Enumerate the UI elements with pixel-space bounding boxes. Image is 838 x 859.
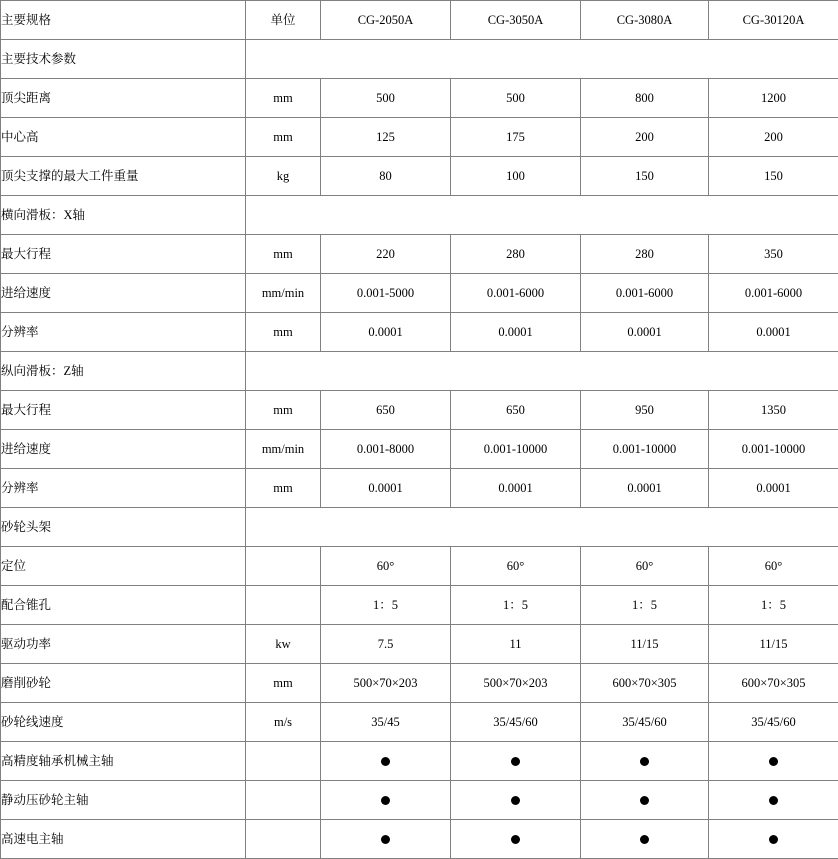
availability-dot — [451, 742, 581, 781]
row-value: 600×70×305 — [581, 664, 709, 703]
section-label: 主要技术参数 — [1, 40, 246, 79]
row-value: 0.0001 — [451, 469, 581, 508]
row-value: 220 — [321, 235, 451, 274]
row-unit — [246, 820, 321, 859]
availability-dot — [581, 742, 709, 781]
row-value: 0.0001 — [581, 469, 709, 508]
row-value: 0.0001 — [321, 469, 451, 508]
column-header: CG-2050A — [321, 1, 451, 40]
row-unit: mm — [246, 118, 321, 157]
row-value: 35/45 — [321, 703, 451, 742]
row-label: 进给速度 — [1, 430, 246, 469]
row-value: 11/15 — [709, 625, 838, 664]
availability-dot — [581, 781, 709, 820]
row-value: 0.001-10000 — [451, 430, 581, 469]
row-value: 35/45/60 — [709, 703, 838, 742]
row-value: 175 — [451, 118, 581, 157]
row-unit: mm/min — [246, 274, 321, 313]
row-value: 1：5 — [581, 586, 709, 625]
table-row — [1, 313, 838, 352]
table-row — [1, 820, 838, 859]
row-label: 最大行程 — [1, 391, 246, 430]
section-label: 横向滑板：X轴 — [1, 196, 246, 235]
column-header: 主要规格 — [1, 1, 246, 40]
section-spacer — [246, 40, 838, 79]
row-value: 60° — [451, 547, 581, 586]
row-label: 最大行程 — [1, 235, 246, 274]
bullet-icon — [769, 757, 778, 766]
table-row — [1, 742, 838, 781]
row-value: 0.0001 — [709, 313, 838, 352]
table-row — [1, 118, 838, 157]
column-header: CG-3050A — [451, 1, 581, 40]
row-value: 200 — [709, 118, 838, 157]
row-value: 1：5 — [321, 586, 451, 625]
row-unit: mm — [246, 664, 321, 703]
row-label: 分辨率 — [1, 313, 246, 352]
row-label: 顶尖距离 — [1, 79, 246, 118]
availability-dot — [709, 781, 838, 820]
row-value: 60° — [581, 547, 709, 586]
table-row — [1, 469, 838, 508]
row-value: 0.0001 — [451, 313, 581, 352]
row-value: 500×70×203 — [321, 664, 451, 703]
row-value: 7.5 — [321, 625, 451, 664]
row-label: 砂轮线速度 — [1, 703, 246, 742]
table-row — [1, 235, 838, 274]
row-value: 0.001-8000 — [321, 430, 451, 469]
row-value: 0.001-10000 — [709, 430, 838, 469]
row-unit: mm — [246, 79, 321, 118]
row-value: 280 — [581, 235, 709, 274]
row-unit: kw — [246, 625, 321, 664]
bullet-icon — [769, 796, 778, 805]
section-label: 纵向滑板：Z轴 — [1, 352, 246, 391]
row-value: 0.001-6000 — [709, 274, 838, 313]
row-label: 高速电主轴 — [1, 820, 246, 859]
row-label: 进给速度 — [1, 274, 246, 313]
row-value: 200 — [581, 118, 709, 157]
table-row — [1, 508, 838, 547]
row-unit: mm/min — [246, 430, 321, 469]
bullet-icon — [640, 796, 649, 805]
table-row — [1, 664, 838, 703]
row-value: 60° — [321, 547, 451, 586]
row-label: 磨削砂轮 — [1, 664, 246, 703]
row-label: 分辨率 — [1, 469, 246, 508]
availability-dot — [321, 742, 451, 781]
table-row — [1, 625, 838, 664]
row-value: 35/45/60 — [581, 703, 709, 742]
row-label: 配合锥孔 — [1, 586, 246, 625]
availability-dot — [709, 742, 838, 781]
row-value: 35/45/60 — [451, 703, 581, 742]
row-value: 0.0001 — [321, 313, 451, 352]
row-value: 0.001-6000 — [451, 274, 581, 313]
row-value: 950 — [581, 391, 709, 430]
row-value: 0.001-5000 — [321, 274, 451, 313]
bullet-icon — [640, 757, 649, 766]
row-value: 280 — [451, 235, 581, 274]
row-value: 1200 — [709, 79, 838, 118]
column-header: 单位 — [246, 1, 321, 40]
availability-dot — [581, 820, 709, 859]
row-unit: mm — [246, 391, 321, 430]
row-unit: m/s — [246, 703, 321, 742]
row-label: 定位 — [1, 547, 246, 586]
row-value: 1：5 — [451, 586, 581, 625]
row-unit: mm — [246, 235, 321, 274]
row-label: 顶尖支撑的最大工件重量 — [1, 157, 246, 196]
bullet-icon — [640, 835, 649, 844]
table-row — [1, 547, 838, 586]
availability-dot — [451, 781, 581, 820]
row-value: 600×70×305 — [709, 664, 838, 703]
row-value: 650 — [321, 391, 451, 430]
row-value: 60° — [709, 547, 838, 586]
bullet-icon — [511, 796, 520, 805]
row-value: 11 — [451, 625, 581, 664]
bullet-icon — [381, 835, 390, 844]
row-value: 0.0001 — [709, 469, 838, 508]
row-unit: mm — [246, 469, 321, 508]
row-label: 静动压砂轮主轴 — [1, 781, 246, 820]
table-row — [1, 781, 838, 820]
row-unit — [246, 781, 321, 820]
row-value: 500 — [321, 79, 451, 118]
table-body — [1, 1, 838, 859]
table-row — [1, 79, 838, 118]
table-row — [1, 274, 838, 313]
row-value: 350 — [709, 235, 838, 274]
table-row — [1, 586, 838, 625]
bullet-icon — [511, 757, 520, 766]
table-row — [1, 196, 838, 235]
row-value: 150 — [581, 157, 709, 196]
row-value: 0.0001 — [581, 313, 709, 352]
row-unit: kg — [246, 157, 321, 196]
row-label: 中心高 — [1, 118, 246, 157]
bullet-icon — [381, 757, 390, 766]
row-label: 驱动功率 — [1, 625, 246, 664]
row-value: 1：5 — [709, 586, 838, 625]
row-unit — [246, 547, 321, 586]
row-value: 800 — [581, 79, 709, 118]
section-spacer — [246, 352, 838, 391]
section-label: 砂轮头架 — [1, 508, 246, 547]
section-spacer — [246, 196, 838, 235]
availability-dot — [451, 820, 581, 859]
table-row — [1, 430, 838, 469]
row-value: 125 — [321, 118, 451, 157]
column-header: CG-3080A — [581, 1, 709, 40]
section-spacer — [246, 508, 838, 547]
row-value: 80 — [321, 157, 451, 196]
availability-dot — [709, 820, 838, 859]
row-value: 150 — [709, 157, 838, 196]
availability-dot — [321, 820, 451, 859]
row-value: 11/15 — [581, 625, 709, 664]
bullet-icon — [769, 835, 778, 844]
table-header-row — [1, 1, 838, 40]
bullet-icon — [381, 796, 390, 805]
table-row — [1, 703, 838, 742]
row-value: 650 — [451, 391, 581, 430]
row-value: 0.001-10000 — [581, 430, 709, 469]
row-label: 高精度轴承机械主轴 — [1, 742, 246, 781]
row-unit — [246, 742, 321, 781]
row-unit — [246, 586, 321, 625]
table-row — [1, 352, 838, 391]
table-row — [1, 391, 838, 430]
row-value: 0.001-6000 — [581, 274, 709, 313]
row-unit: mm — [246, 313, 321, 352]
row-value: 500×70×203 — [451, 664, 581, 703]
row-value: 100 — [451, 157, 581, 196]
row-value: 500 — [451, 79, 581, 118]
column-header: CG-30120A — [709, 1, 838, 40]
table-row — [1, 40, 838, 79]
table-row — [1, 157, 838, 196]
availability-dot — [321, 781, 451, 820]
bullet-icon — [511, 835, 520, 844]
row-value: 1350 — [709, 391, 838, 430]
